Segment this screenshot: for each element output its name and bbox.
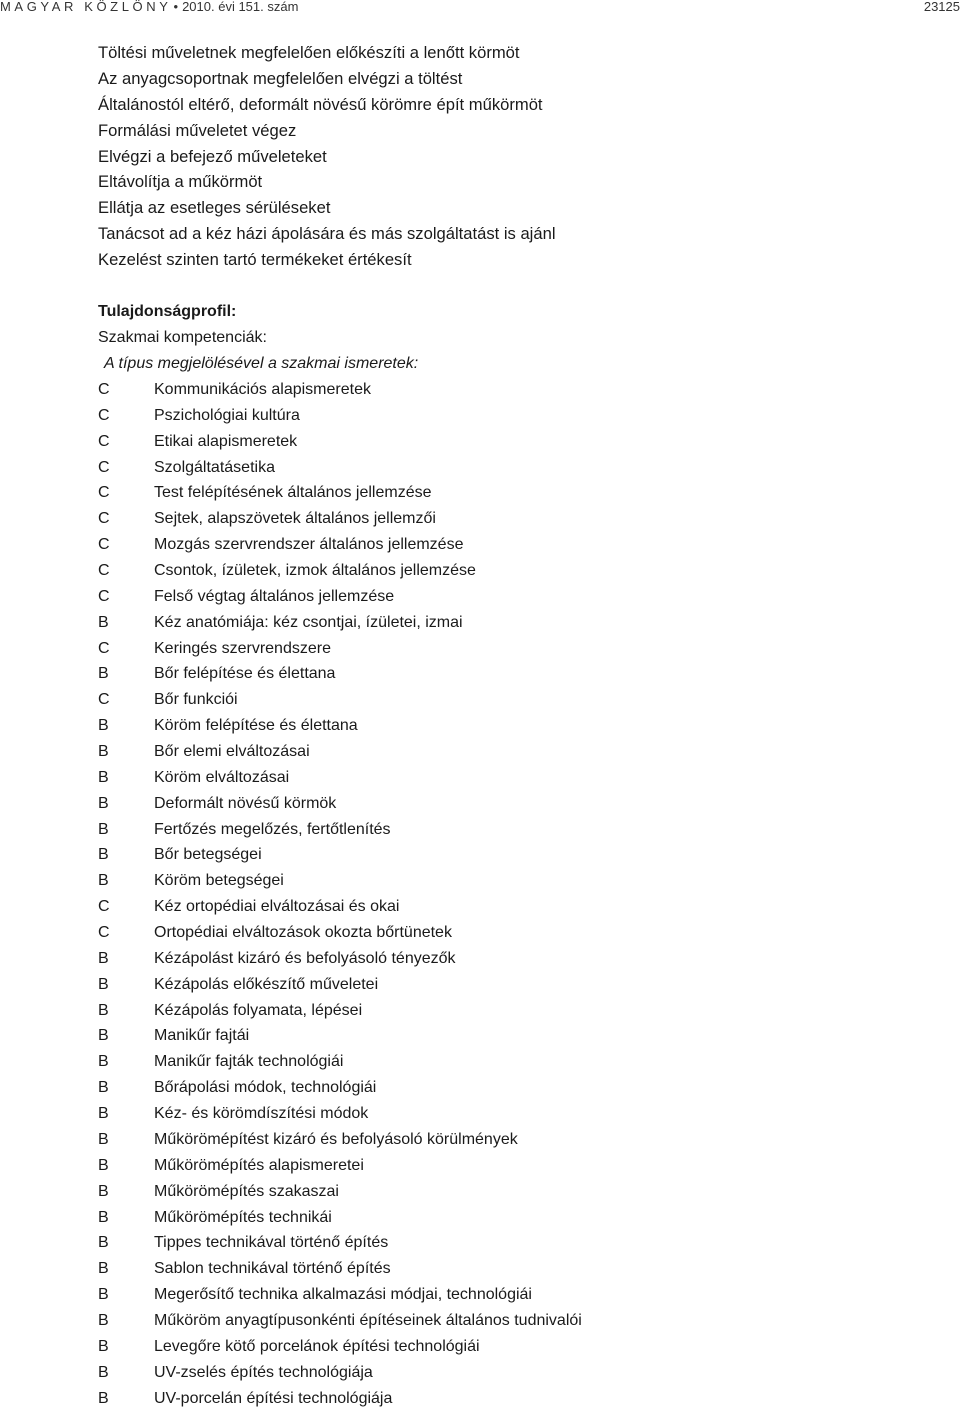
competency-label: Pszichológiai kultúra (154, 406, 300, 424)
competency-type: B (98, 1363, 109, 1381)
competency-label: Ortopédiai elváltozások okozta bőrtünetek (154, 924, 452, 942)
competency-type: B (98, 1130, 109, 1148)
separator-dot: • (173, 0, 179, 14)
issue-label: 2010. évi 151. szám (182, 0, 299, 14)
competency-type: B (98, 1053, 109, 1071)
competency-type: B (98, 872, 109, 890)
competency-type: B (98, 1260, 109, 1278)
competency-type: B (98, 846, 109, 864)
competency-label: Kézápolás előkészítő műveletei (154, 975, 379, 993)
competency-label: Keringés szervrendszere (154, 639, 331, 657)
competency-type: B (98, 1156, 109, 1174)
competency-type: B (98, 1208, 109, 1226)
competency-label: Felső végtag általános jellemzése (154, 587, 395, 605)
competency-label: Sejtek, alapszövetek általános jellemzői (154, 510, 436, 528)
profile-subtitle: Szakmai kompetenciák: (98, 329, 267, 346)
duty-item: Elvégzi a befejező műveleteket (98, 146, 327, 166)
competency-type: B (98, 1337, 109, 1355)
competency-label: Fertőzés megelőzés, fertőtlenítés (154, 820, 391, 838)
competency-type: B (98, 949, 109, 967)
running-head (0, 0, 298, 14)
competency-type: B (98, 1389, 109, 1407)
competency-label: Tippes technikával történő építés (154, 1234, 389, 1252)
competency-label: Bőrápolási módok, technológiái (154, 1079, 377, 1097)
competency-type: C (98, 587, 110, 605)
competency-type: B (98, 768, 109, 786)
duty-item: Eltávolítja a műkörmöt (98, 172, 263, 192)
profile-note: A típus megjelölésével a szakmai ismeretek: (104, 355, 419, 372)
page-header (0, 0, 960, 16)
competency-label: Műkörömépítés technikái (154, 1208, 332, 1226)
duty-item: Kezelést szinten tartó termékeket értékesít (98, 250, 412, 270)
competency-type: C (98, 924, 110, 942)
competency-type: C (98, 562, 110, 580)
competency-type: C (98, 510, 110, 528)
duty-item: Ellátja az esetleges sérüléseket (98, 198, 331, 218)
competency-label: Etikai alapismeretek (154, 432, 298, 450)
competency-type: B (98, 665, 109, 683)
duty-item: Általánostól eltérő, deformált növésű körömre épít műkörmöt (98, 94, 543, 114)
competency-label: Köröm felépítése és élettana (154, 717, 358, 735)
competency-label: Manikűr fajták technológiái (154, 1053, 344, 1071)
competency-label: Műkörömépítést kizáró és befolyásoló körülmények (154, 1130, 518, 1148)
competency-label: Műkörömépítés szakaszai (154, 1182, 339, 1200)
page-number: 23125 (923, 0, 960, 14)
competency-type: C (98, 458, 110, 476)
competency-type: C (98, 432, 110, 450)
competency-label: Szolgáltatásetika (154, 458, 275, 476)
competency-type: B (98, 1182, 109, 1200)
competency-type: B (98, 1234, 109, 1252)
competency-label: Mozgás szervrendszer általános jellemzése (154, 536, 464, 554)
duty-item: Az anyagcsoportnak megfelelően elvégzi a töltést (98, 68, 463, 88)
competency-label: Bőr felépítése és élettana (154, 665, 336, 683)
competency-label: UV-porcelán építési technológiája (154, 1389, 393, 1407)
competency-label: Műköröm anyagtípusonkénti építéseinek általános tudnivalói (154, 1311, 582, 1329)
competency-label: Deformált növésű körmök (154, 794, 337, 812)
competency-type: B (98, 794, 109, 812)
competency-type: C (98, 484, 110, 502)
competency-type: B (98, 820, 109, 838)
journal-title: MAGYAR KÖZLÖNY (0, 0, 172, 14)
competency-type: B (98, 1105, 109, 1123)
competency-label: Kézápolást kizáró és befolyásoló tényezők (154, 949, 456, 967)
competency-type: B (98, 975, 109, 993)
competency-label: Kéz- és körömdíszítési módok (154, 1105, 369, 1123)
competency-label: Bőr betegségei (154, 846, 262, 864)
competency-type: B (98, 1027, 109, 1045)
competency-label: Sablon technikával történő építés (154, 1260, 391, 1278)
duty-item: Töltési műveletnek megfelelően előkészíti a lenőtt körmöt (98, 43, 520, 62)
competency-label: UV-zselés építés technológiája (154, 1363, 373, 1381)
competency-label: Test felépítésének általános jellemzése (154, 484, 432, 502)
competency-type: B (98, 717, 109, 735)
competency-type: C (98, 536, 110, 554)
competency-type: B (98, 1286, 109, 1304)
competency-type: B (98, 1311, 109, 1329)
competency-type: C (98, 639, 110, 657)
competency-label: Kéz anatómiája: kéz csontjai, ízületei, izmai (154, 613, 463, 631)
competency-label: Megerősítő technika alkalmazási módjai, technológiái (154, 1286, 532, 1304)
competency-label: Bőr funkciói (154, 691, 238, 709)
competency-label: Műkörömépítés alapismeretei (154, 1156, 364, 1174)
competency-type: B (98, 613, 109, 631)
competency-type: B (98, 1079, 109, 1097)
competency-label: Köröm betegségei (154, 872, 284, 890)
competency-type: B (98, 743, 109, 761)
competency-type: C (98, 381, 110, 398)
competency-type: B (98, 1001, 109, 1019)
profile-title: Tulajdonságprofil: (98, 303, 237, 320)
competency-type: C (98, 691, 110, 709)
competency-label: Kommunikációs alapismeretek (154, 381, 371, 398)
competency-label: Levegőre kötő porcelánok építési technológiái (154, 1337, 480, 1355)
duty-item: Formálási műveletet végez (98, 120, 297, 140)
competency-label: Bőr elemi elváltozásai (154, 743, 310, 761)
duties-list (98, 40, 556, 273)
competency-label: Kéz ortopédiai elváltozásai és okai (154, 898, 400, 916)
competency-label: Köröm elváltozásai (154, 768, 290, 786)
competency-type: C (98, 898, 110, 916)
competency-type: C (98, 406, 110, 424)
competency-label: Csontok, ízületek, izmok általános jellemzése (154, 562, 476, 580)
competency-label: Manikűr fajtái (154, 1027, 250, 1045)
competency-label: Kézápolás folyamata, lépései (154, 1001, 363, 1019)
duty-item: Tanácsot ad a kéz házi ápolására és más szolgáltatást is ajánl (98, 224, 556, 244)
